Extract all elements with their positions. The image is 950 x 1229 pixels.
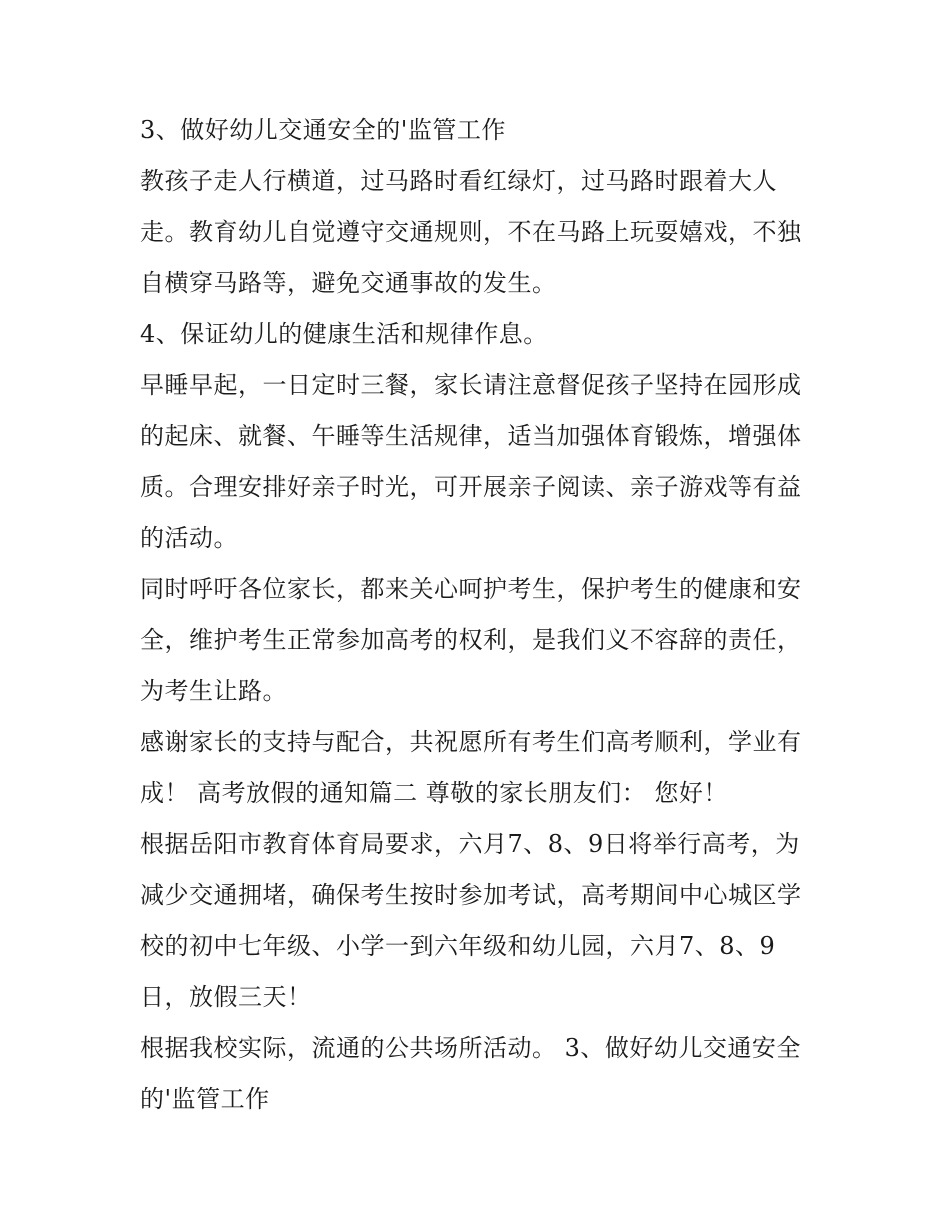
- text-line: 质。合理安排好亲子时光，可开展亲子阅读、亲子游戏等有益: [140, 473, 802, 501]
- text-line: 日，放假三天！: [140, 983, 312, 1011]
- text-line: 的'监管工作: [140, 1085, 270, 1113]
- document-body: [140, 112, 820, 1132]
- text-line: 早睡早起，一日定时三餐，家长请注意督促孩子坚持在园形成: [140, 371, 802, 399]
- text-line: 的活动。: [140, 524, 238, 552]
- text-line: 教孩子走人行横道，过马路时看红绿灯，过马路时跟着大人: [140, 167, 777, 195]
- text-line-section-3-heading: 3、做好幼儿交通安全的'监管工作: [140, 116, 506, 144]
- text-line: 同时呼吁各位家长，都来关心呵护考生，保护考生的健康和安: [140, 575, 802, 603]
- text-line: 感谢家长的支持与配合，共祝愿所有考生们高考顺利，学业有: [140, 728, 802, 756]
- text-line-notice-title: 成！ 高考放假的通知篇二 尊敬的家长朋友们： 您好！: [140, 779, 728, 807]
- text-line-section-4-heading: 4、保证幼儿的健康生活和规律作息。: [140, 320, 548, 348]
- text-line: 自横穿马路等，避免交通事故的发生。: [140, 269, 557, 297]
- text-line: 校的初中七年级、小学一到六年级和幼儿园，六月7、8、9: [140, 932, 776, 960]
- text-line: 走。教育幼儿自觉遵守交通规则，不在马路上玩耍嬉戏，不独: [140, 218, 802, 246]
- text-line: 减少交通拥堵，确保考生按时参加考试，高考期间中心城区学: [140, 881, 802, 909]
- text-line: 全，维护考生正常参加高考的权利，是我们义不容辞的责任，: [140, 626, 802, 654]
- text-line: 的起床、就餐、午睡等生活规律，适当加强体育锻炼，增强体: [140, 422, 802, 450]
- text-line: 根据岳阳市教育体育局要求，六月7、8、9日将举行高考，为: [140, 830, 800, 858]
- text-line: 为考生让路。: [140, 677, 287, 705]
- text-line: 根据我校实际，流通的公共场所活动。 3、做好幼儿交通安全: [140, 1034, 801, 1062]
